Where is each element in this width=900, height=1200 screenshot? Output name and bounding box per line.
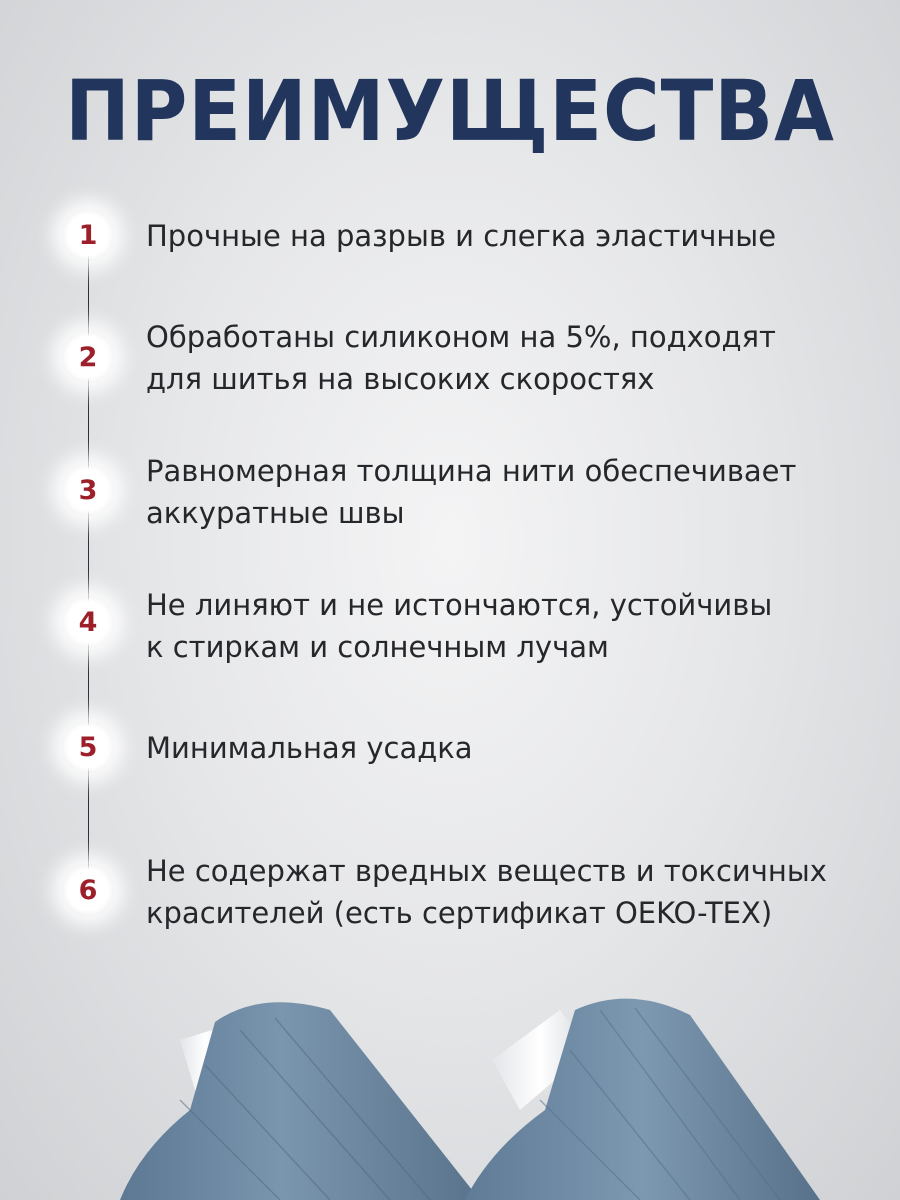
number-badge: 3 (62, 464, 114, 516)
advantage-text: Не содержат вредных веществ и токсичных красителей (есть сертификат OEKO-TEX) (146, 854, 827, 930)
left-spool (120, 1002, 480, 1200)
advantage-text: Обработаны силиконом на 5%, подходят для шитья на высоких скоростях (146, 320, 776, 396)
number-badge: 1 (62, 209, 114, 261)
right-spool (465, 999, 820, 1200)
advantage-text: Равномерная толщина нити обеспечивает аккуратные швы (146, 454, 797, 530)
page-title: ПРЕИМУЩЕСТВА (65, 62, 835, 160)
number-badge: 6 (62, 864, 114, 916)
number-badge: 2 (62, 331, 114, 383)
advantage-text: Минимальная усадка (146, 731, 473, 765)
advantage-text: Не линяют и не истончаются, устойчивы к стиркам и солнечным лучам (146, 588, 773, 664)
advantage-text: Прочные на разрыв и слегка эластичные (146, 219, 777, 253)
number-badge: 4 (62, 596, 114, 648)
number-badge: 5 (62, 721, 114, 773)
thread-spools-image (0, 990, 900, 1200)
